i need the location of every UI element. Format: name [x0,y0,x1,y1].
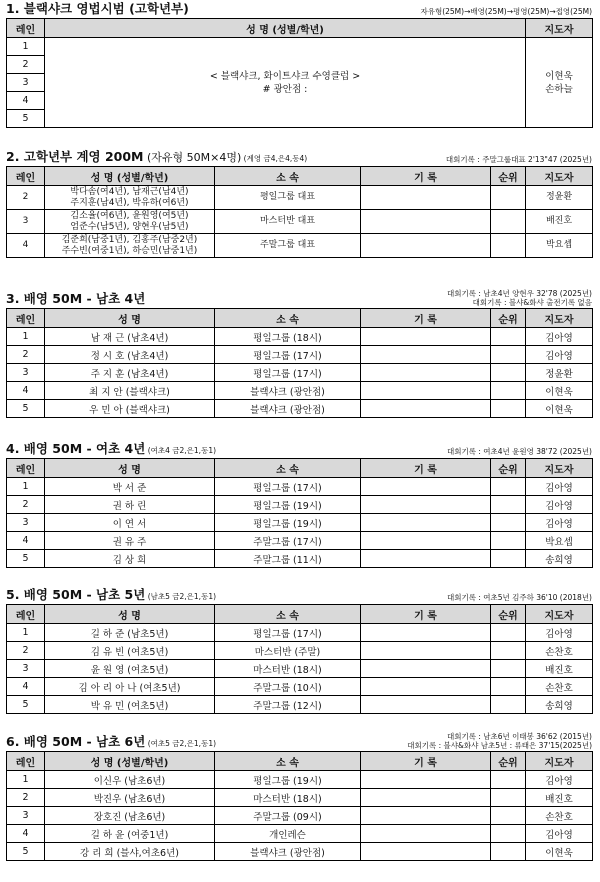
record-cell [361,328,491,346]
lane-cell: 3 [7,364,45,382]
name-cell: 박 유 민 (여초5년) [45,696,215,714]
header-team: 소 속 [215,752,361,771]
section-3-records [447,290,592,307]
table-row [7,550,593,568]
team-cell: 평일그룹 (19시) [215,771,361,789]
team-cell: 평일그룹 (19시) [215,514,361,532]
name-cell: 박 서 준 [45,478,215,496]
header-record: 기 록 [361,167,491,186]
coach-cell: 김아영 [526,346,593,364]
section-2-title-main: 2. 고학년부 계영 200M [6,149,144,164]
record-cell [361,496,491,514]
header-record: 기 록 [361,605,491,624]
header-rank: 순위 [491,605,526,624]
name-cell: 강 리 희 (블샤,여초6년) [45,843,215,861]
lane-cell: 2 [7,346,45,364]
rank-cell [491,234,526,258]
relay-names-1: 박다솜(여4년), 남재근(남4년) [70,186,189,197]
rank-cell [491,328,526,346]
header-lane: 레인 [7,167,45,186]
record-cell [361,186,491,210]
table-header-row [7,309,593,328]
coach-cell: 김아영 [526,514,593,532]
coach-cell: 김아영 [526,624,593,642]
coach-cell: 송희영 [526,696,593,714]
section-4-title [6,439,216,457]
header-name: 성 명 [45,605,215,624]
coach-cell: 배진호 [526,660,593,678]
section-6-medals: (여초5 금2,은1,동1) [145,739,217,748]
record-cell [361,210,491,234]
coach-cell: 박요셉 [526,234,593,258]
header-rank: 순위 [491,459,526,478]
header-coach: 지도자 [526,752,593,771]
coach-cell: 이현욱 [526,400,593,418]
team-cell: 마스터반 대표 [215,210,361,234]
section-2-record: 대회기록 : 주말그룹대표 2'13"47 (2025년) [445,154,592,164]
section-6-record-1: 대회기록 : 남초6년 이태봉 36'62 (2015년) [446,732,592,741]
table-row [7,38,593,56]
section-3 [6,290,592,418]
header-rank: 순위 [491,309,526,328]
name-cell: 장호진 (남초6년) [45,807,215,825]
table-header-row [7,752,593,771]
table-row [7,789,593,807]
section-1 [6,0,592,128]
name-cell: 주 지 훈 (남초4년) [45,364,215,382]
table-row [7,400,593,418]
section-6 [6,733,592,861]
header-lane: 레인 [7,19,45,38]
rank-cell [491,210,526,234]
header-coach: 지도자 [526,309,593,328]
team-cell: 마스터반 (18시) [215,660,361,678]
section-2-medals: (계영 금4,은4,동4) [241,154,308,163]
header-team: 소 속 [215,309,361,328]
rank-cell [491,186,526,210]
coach-cell: 박요셉 [526,532,593,550]
header-lane: 레인 [7,309,45,328]
team-cell: 평일그룹 (18시) [215,328,361,346]
section-6-title [6,732,216,750]
merged-name-cell [45,38,526,128]
team-cell: 주말그룹 대표 [215,234,361,258]
header-rank: 순위 [491,752,526,771]
header-coach: 지도자 [526,19,593,38]
section-5-medals: (남초5 금2,은1,동1) [145,592,217,601]
header-rank: 순위 [491,167,526,186]
rank-cell [491,514,526,532]
record-cell [361,532,491,550]
section-1-record: 자유형(25M)→배영(25M)→평영(25M)→접영(25M) [420,6,592,16]
lane-cell: 2 [7,496,45,514]
table-row [7,532,593,550]
lane-cell: 4 [7,234,45,258]
lane-cell: 1 [7,624,45,642]
rank-cell [491,382,526,400]
header-team: 소 속 [215,459,361,478]
section-4-record: 대회기록 : 여초4년 윤원영 38'72 (2025년) [446,446,592,456]
name-cell: 이 연 서 [45,514,215,532]
rank-cell [491,550,526,568]
header-lane: 레인 [7,752,45,771]
record-cell [361,660,491,678]
team-cell: 평일그룹 (17시) [215,624,361,642]
section-2 [6,148,592,258]
rank-cell [491,771,526,789]
team-cell: 마스터반 (주말) [215,642,361,660]
header-name: 성 명 (성별/학년) [45,167,215,186]
name-cell: 최 지 안 (블랙샤크) [45,382,215,400]
lane-cell: 2 [7,56,45,74]
table-row [7,210,593,234]
section-6-title-main: 6. 배영 50M - 남초 6년 [6,734,146,749]
name-cell: 우 민 아 (블랙샤크) [45,400,215,418]
rank-cell [491,825,526,843]
relay-names-1: 김준희(남중1년), 김홍주(남중2년) [61,234,198,245]
lane-cell: 2 [7,642,45,660]
lane-cell: 1 [7,38,45,56]
table-row [7,696,593,714]
lane-cell: 3 [7,514,45,532]
team-cell: 주말그룹 (12시) [215,696,361,714]
coach-cell: 정윤환 [526,364,593,382]
name-cell: 이신우 (남초6년) [45,771,215,789]
table-row [7,234,593,258]
table-row [7,771,593,789]
rank-cell [491,660,526,678]
record-cell [361,400,491,418]
lane-cell: 3 [7,210,45,234]
lane-cell: 2 [7,789,45,807]
name-cell: 정 시 호 (남초4년) [45,346,215,364]
record-cell [361,678,491,696]
section-4-medals: (여초4 금2,은1,동1) [145,446,217,455]
record-cell [361,825,491,843]
team-cell: 개인레슨 [215,825,361,843]
record-cell [361,514,491,532]
lane-cell: 5 [7,843,45,861]
lane-cell: 4 [7,92,45,110]
coach-cell: 김아영 [526,328,593,346]
section-4 [6,440,592,568]
name-cell: 권 하 린 [45,496,215,514]
lane-cell: 4 [7,532,45,550]
table-row [7,642,593,660]
coach-cell: 송희영 [526,550,593,568]
lane-cell: 5 [7,550,45,568]
team-cell: 블랙샤크 (광안점) [215,382,361,400]
coach-cell: 손찬호 [526,642,593,660]
name-cell: 박진우 (남초6년) [45,789,215,807]
section-5 [6,586,592,714]
coach-cell: 김아영 [526,478,593,496]
section-1-table [6,18,593,128]
header-coach: 지도자 [526,167,593,186]
rank-cell [491,364,526,382]
section-5-record: 대회기록 : 여초5년 김주하 36'10 (2018년) [446,592,592,602]
lane-cell: 1 [7,771,45,789]
header-name: 성 명 (성별/학년) [45,19,526,38]
table-row [7,478,593,496]
rank-cell [491,696,526,714]
lane-cell: 5 [7,110,45,128]
section-6-record-2: 대회기록 : 블샤&화샤 남초5년 : 류태은 37'15(2025년) [407,740,592,750]
header-coach: 지도자 [526,459,593,478]
coach-cell: 김아영 [526,496,593,514]
header-name: 성 명 [45,459,215,478]
rank-cell [491,532,526,550]
name-cell: 김 아 리 아 나 (여초5년) [45,678,215,696]
lane-cell: 4 [7,825,45,843]
section-3-record-1: 대회기록 : 남초4년 양현우 32'78 (2025년) [446,289,592,298]
section-3-table [6,308,593,418]
record-cell [361,789,491,807]
record-cell [361,807,491,825]
relay-names-2: 주지훈(남4년), 박유하(여6년) [70,197,189,208]
section-4-title-main: 4. 배영 50M - 여초 4년 [6,441,146,456]
coach-cell: 이현욱 [526,843,593,861]
team-cell: 주말그룹 (09시) [215,807,361,825]
table-row [7,624,593,642]
rank-cell [491,624,526,642]
section-3-record-2: 대회기록 : 블샤&화샤 출전기록 없음 [472,297,592,307]
team-cell: 주말그룹 (17시) [215,532,361,550]
table-row [7,807,593,825]
lane-cell: 4 [7,678,45,696]
merged-coach-cell [526,38,593,128]
club-line: < 블랙샤크, 화이트샤크 수영클럽 > [209,70,361,82]
coach-cell: 이현욱 [526,382,593,400]
table-header-row [7,167,593,186]
lane-cell: 5 [7,400,45,418]
coach-cell: 배진호 [526,789,593,807]
record-cell [361,771,491,789]
coach-line-1: 이현욱 [545,70,573,82]
section-4-table [6,458,593,568]
table-header-row [7,459,593,478]
rank-cell [491,807,526,825]
name-cell: 윤 원 영 (여초5년) [45,660,215,678]
relay-names-2: 엄준수(남5년), 양현우(남5년) [70,221,189,232]
header-name: 성 명 (성별/학년) [45,752,215,771]
name-cell: 김 유 빈 (여초5년) [45,642,215,660]
header-record: 기 록 [361,309,491,328]
section-1-title: 1. 블랙샤크 영법시범 (고학년부) [6,1,189,16]
record-cell [361,346,491,364]
header-record: 기 록 [361,752,491,771]
rank-cell [491,496,526,514]
team-cell: 주말그룹 (10시) [215,678,361,696]
coach-cell: 김아영 [526,825,593,843]
name-cell: 김 상 희 [45,550,215,568]
branch-line: # 광안점 : [262,83,308,95]
header-team: 소 속 [215,605,361,624]
section-5-title [6,585,216,603]
record-cell [361,843,491,861]
section-2-title [6,147,307,165]
table-row [7,843,593,861]
record-cell [361,382,491,400]
team-cell: 평일그룹 (19시) [215,496,361,514]
name-cell: 권 유 주 [45,532,215,550]
name-cell: 길 하 윤 (여중1년) [45,825,215,843]
header-lane: 레인 [7,605,45,624]
table-header-row [7,605,593,624]
coach-cell: 배진호 [526,210,593,234]
team-cell: 평일그룹 (17시) [215,364,361,382]
table-row [7,186,593,210]
record-cell [361,550,491,568]
coach-line-2: 손하늘 [545,83,573,95]
relay-names-1: 김소율(여6년), 윤원영(여5년) [70,210,189,221]
lane-cell: 3 [7,74,45,92]
team-cell: 주말그룹 (11시) [215,550,361,568]
lane-cell: 1 [7,478,45,496]
team-cell: 블랙샤크 (광안점) [215,843,361,861]
rank-cell [491,789,526,807]
record-cell [361,696,491,714]
relay-names-2: 주수빈(여중1년), 하승민(남중1년) [61,245,198,256]
table-row [7,514,593,532]
record-cell [361,364,491,382]
rank-cell [491,478,526,496]
coach-cell: 손찬호 [526,678,593,696]
table-row [7,678,593,696]
lane-cell: 5 [7,696,45,714]
header-lane: 레인 [7,459,45,478]
table-row [7,496,593,514]
coach-cell: 정윤환 [526,186,593,210]
rank-cell [491,346,526,364]
section-2-title-sub: (자유형 50M×4명) [143,151,242,164]
header-name: 성 명 [45,309,215,328]
header-record: 기 록 [361,459,491,478]
name-cell [45,234,215,258]
section-5-table [6,604,593,714]
rank-cell [491,642,526,660]
section-3-title: 3. 배영 50M - 남초 4년 [6,291,146,306]
team-cell: 블랙샤크 (광안점) [215,400,361,418]
section-2-table [6,166,593,258]
name-cell [45,210,215,234]
record-cell [361,234,491,258]
rank-cell [491,400,526,418]
lane-cell: 2 [7,186,45,210]
table-row [7,364,593,382]
team-cell: 평일그룹 대표 [215,186,361,210]
section-6-table [6,751,593,861]
table-header-row [7,19,593,38]
record-cell [361,642,491,660]
coach-cell: 김아영 [526,771,593,789]
table-row [7,328,593,346]
header-coach: 지도자 [526,605,593,624]
rank-cell [491,678,526,696]
team-cell: 평일그룹 (17시) [215,346,361,364]
name-cell: 남 재 근 (남초4년) [45,328,215,346]
coach-cell: 손찬호 [526,807,593,825]
section-5-title-main: 5. 배영 50M - 남초 5년 [6,587,146,602]
lane-cell: 4 [7,382,45,400]
record-cell [361,624,491,642]
name-cell [45,186,215,210]
lane-cell: 1 [7,328,45,346]
table-row [7,346,593,364]
table-row [7,660,593,678]
lane-cell: 3 [7,807,45,825]
rank-cell [491,843,526,861]
section-6-records [407,733,592,750]
record-cell [361,478,491,496]
table-row [7,825,593,843]
name-cell: 길 하 준 (남초5년) [45,624,215,642]
lane-cell: 3 [7,660,45,678]
team-cell: 평일그룹 (17시) [215,478,361,496]
team-cell: 마스터반 (18시) [215,789,361,807]
table-row [7,382,593,400]
header-team: 소 속 [215,167,361,186]
